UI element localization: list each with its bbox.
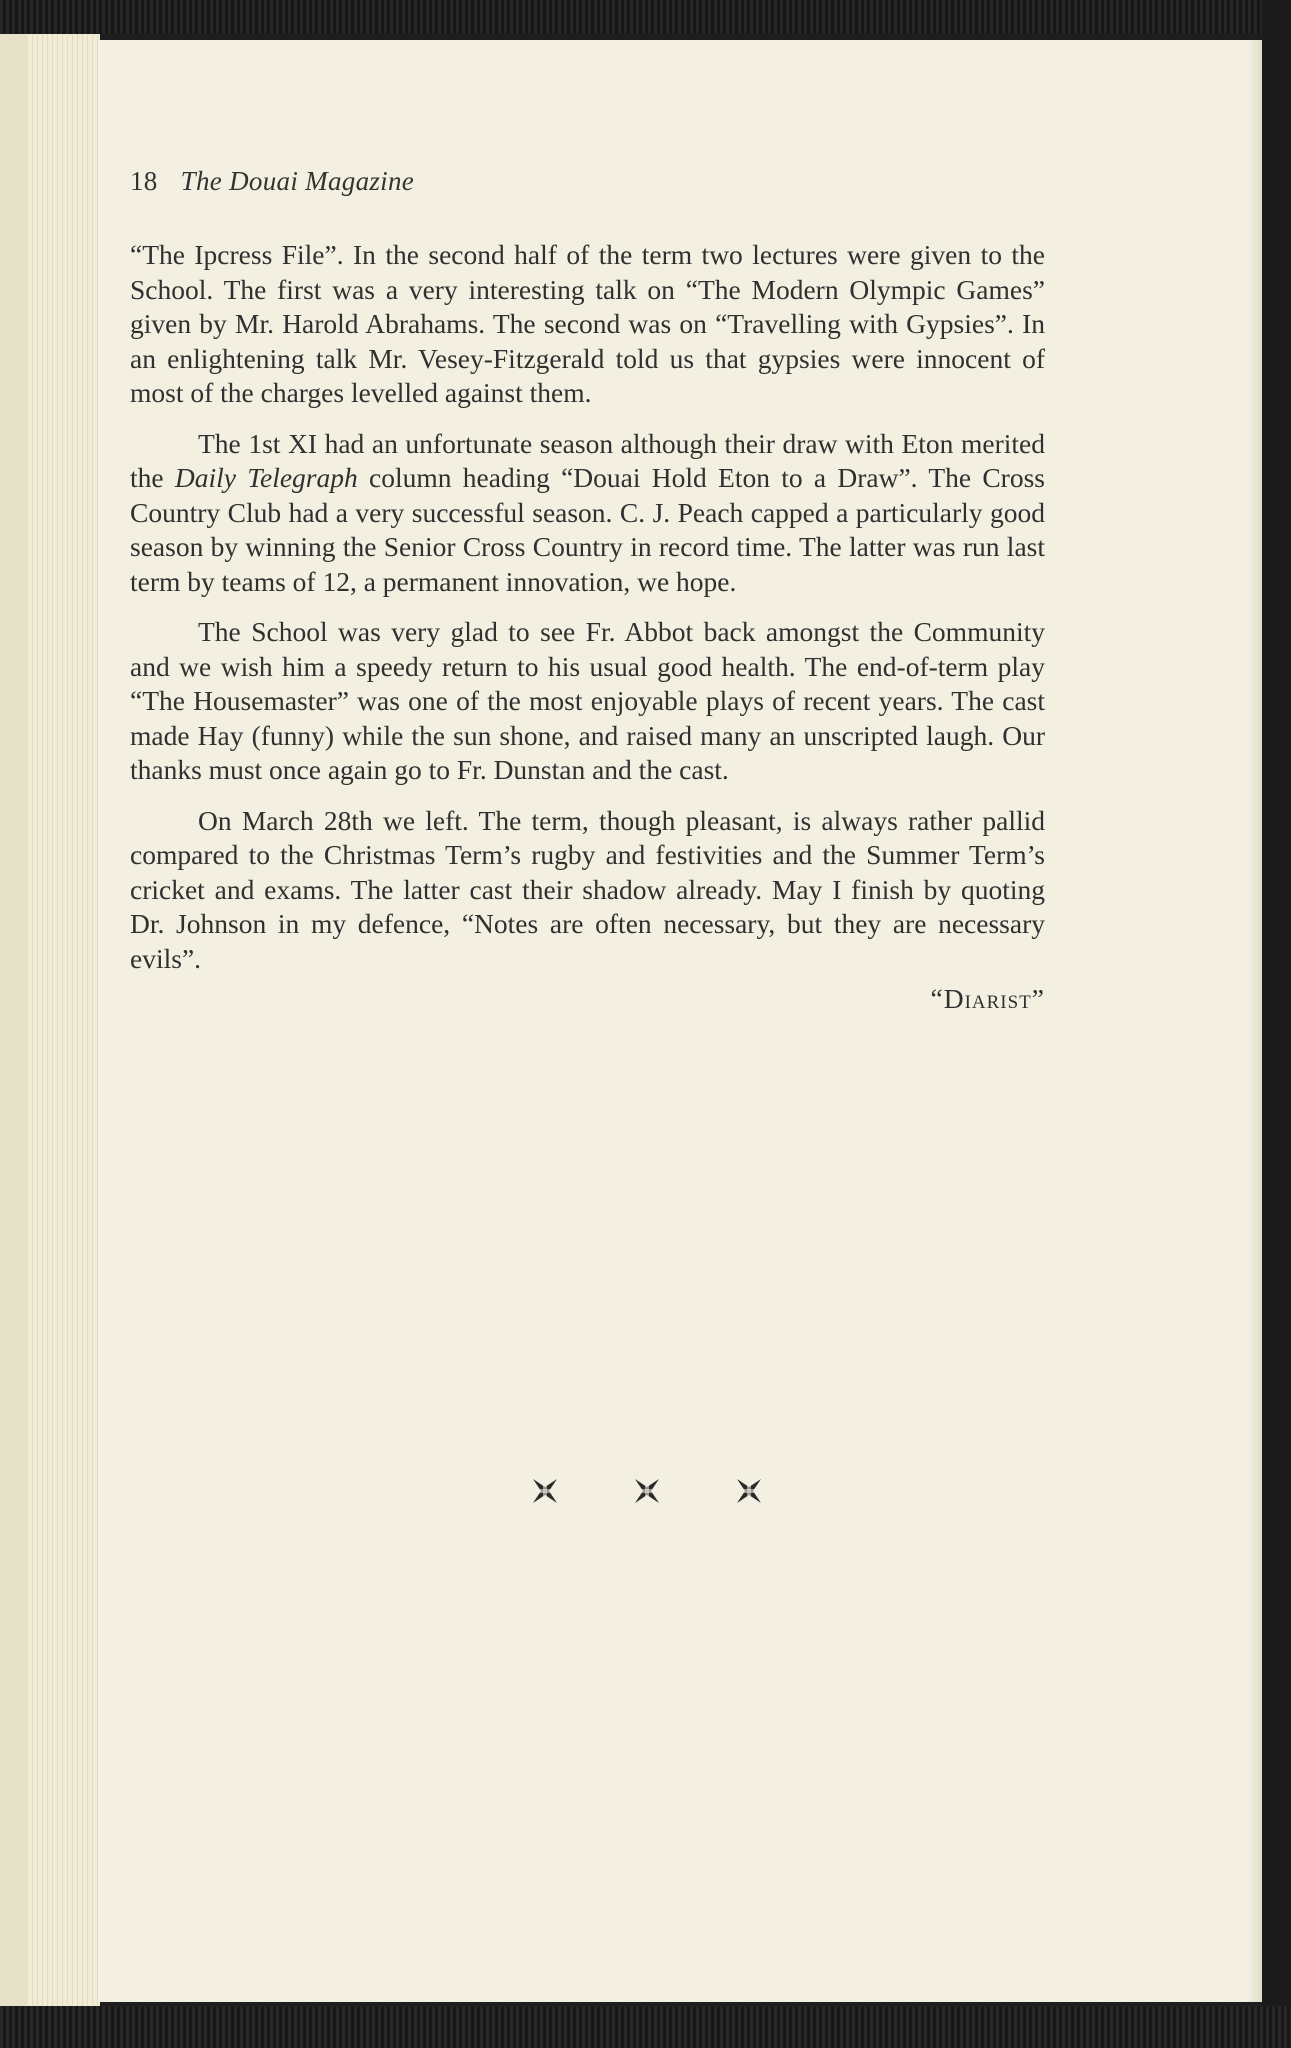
running-head xyxy=(130,166,414,197)
book-cover-right xyxy=(1262,0,1291,2048)
paragraph-4 xyxy=(130,804,1045,977)
paragraph-text: On March 28th we left. The term, though pleasant, is always rather pallid compared to the Christmas Term’s rugby and festivities and the Summer Term’s cricket and exams. The latter cast their shadow already. May I finish by quoting Dr. Johnson in my defence, “Notes are often necessary, but they are necessary evils”. xyxy=(130,804,1045,974)
section-ornaments xyxy=(530,1476,830,1516)
paragraph-3 xyxy=(130,615,1045,788)
paragraph-text: The School was very glad to see Fr. Abbot back amongst the Community and we wish him a speedy return to his usual good health. The end-of-term play “The Housemaster” was one of the most enjoyable plays of recent years. The cast made Hay (funny) while the sun shone, and raised many an unscripted laugh. Our thanks must once again go to Fr. Dunstan and the cast. xyxy=(130,616,1045,785)
paragraph-text: column heading “Douai Hold Eton to a Draw”. The Cross Country Club had a very successful season. C. J. Peach capped a particularly good season by winning the Senior Cross Country in record time. The latter was run last term by teams of 12, a permanent innovation, we hope. xyxy=(130,462,1045,597)
paragraph-text: The 1st XI had an unfortunate season although their draw with Eton merited the xyxy=(130,427,1045,493)
maltese-cross-icon xyxy=(530,1476,560,1506)
paragraph-text: “The Ipcress File”. In the second half of the term two lectures were given to the School. The first was a very interesting talk on “The Modern Olympic Games” given by Mr. Harold Abrahams. The second was on “Travelling with Gypsies”. In an enlightening talk Mr. Vesey-Fitzgerald told us that gypsies were innocent of most of the charges levelled against them. xyxy=(130,239,1045,408)
author-signature: “Diarist” xyxy=(930,983,1045,1014)
book-cover-bottom xyxy=(0,2006,1291,2048)
article-body xyxy=(130,238,1045,1017)
facing-page-edge xyxy=(0,34,28,2006)
book-cover-top xyxy=(0,0,1291,34)
newspaper-title: Daily Telegraph xyxy=(174,462,358,493)
magazine-title: The Douai Magazine xyxy=(180,166,415,196)
paragraph-1 xyxy=(130,238,1045,411)
page-number: 18 xyxy=(130,166,158,196)
paragraph-2 xyxy=(130,427,1045,600)
maltese-cross-icon xyxy=(632,1476,662,1506)
page-stack-edges xyxy=(28,34,100,2006)
maltese-cross-icon xyxy=(734,1476,764,1506)
